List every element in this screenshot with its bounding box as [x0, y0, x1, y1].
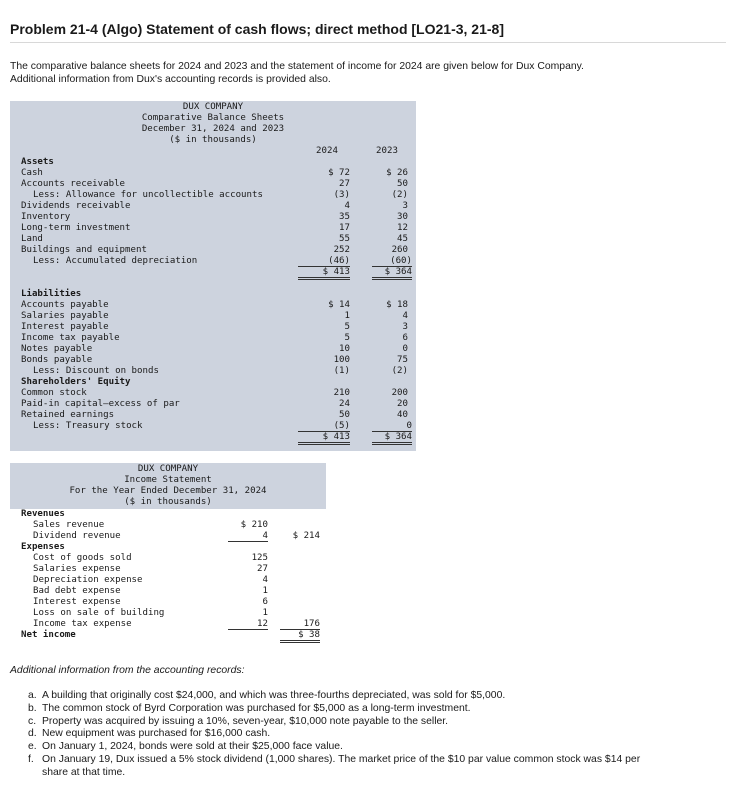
item-text: The common stock of Byrd Corporation was purchased for $5,000 as a long-term investment.	[42, 702, 471, 714]
balance-sheet-row	[10, 267, 416, 278]
value-2023: 0	[402, 344, 408, 354]
page-title: Problem 21-4 (Algo) Statement of cash flows; direct method [LO21-3, 21-8]	[10, 21, 504, 37]
value-2024: $ 72	[328, 168, 350, 178]
value-2024: 4	[344, 201, 350, 211]
income-statement-row-label: Bad debt expense	[33, 586, 121, 596]
balance-sheet-row	[10, 179, 416, 190]
balance-sheet-row-label: Land	[21, 234, 43, 244]
additional-info-item	[28, 728, 270, 739]
income-statement-row-label: Income tax expense	[33, 619, 132, 629]
value-2023: 45	[397, 234, 408, 244]
amount-column-b: 176	[280, 619, 320, 630]
balance-sheet-row	[10, 421, 416, 432]
value-2023: 3	[402, 201, 408, 211]
amount-column-a: $ 210	[240, 520, 268, 530]
item-text: A building that originally cost $24,000, and which was three-fourths depreciated, was sold for $5,000.	[42, 690, 506, 701]
balance-sheet-row-label: Dividends receivable	[21, 201, 131, 211]
amount-column-a: 125	[251, 553, 268, 563]
value-2024: 5	[344, 333, 350, 343]
balance-sheet-row	[10, 234, 416, 245]
value-2023: $ 18	[386, 300, 408, 310]
value-2024: (1)	[333, 366, 350, 376]
balance-sheet-header-line: Comparative Balance Sheets	[141, 113, 285, 123]
value-2023: (60)	[372, 256, 412, 267]
title-divider	[10, 42, 726, 43]
balance-sheet-row	[10, 366, 416, 377]
value-2023: $ 364	[372, 267, 412, 280]
balance-sheet-row-label: Accounts receivable	[21, 179, 126, 189]
value-2024: 252	[333, 245, 350, 255]
balance-sheet-row-label: Income tax payable	[21, 333, 120, 343]
value-2024: 100	[333, 355, 350, 365]
balance-sheet-row-label: Long-term investment	[21, 223, 131, 233]
income-statement-row-label: Interest expense	[33, 597, 121, 607]
balance-sheet-row-label: Liabilities	[21, 289, 82, 299]
balance-sheet-row-label: Retained earnings	[21, 410, 115, 420]
income-statement	[10, 463, 326, 649]
amount-column-a: 4	[262, 575, 268, 585]
value-2024: $ 413	[298, 432, 350, 445]
balance-sheet-row	[10, 311, 416, 322]
balance-sheet-header-line: DUX COMPANY	[182, 102, 244, 112]
balance-sheet-row	[10, 157, 416, 168]
value-2023: $ 26	[386, 168, 408, 178]
balance-sheet-row	[10, 245, 416, 256]
value-2024: 1	[344, 311, 350, 321]
value-2024: $ 14	[328, 300, 350, 310]
item-key: c.	[28, 715, 37, 727]
balance-sheet-header-line: ($ in thousands)	[169, 135, 257, 145]
value-2023: 12	[397, 223, 408, 233]
balance-sheet-row-label: Cash	[21, 168, 43, 178]
item-text: New equipment was purchased for $16,000 cash.	[42, 728, 271, 740]
balance-sheet-row	[10, 223, 416, 234]
balance-sheet-row-label: Bonds payable	[21, 355, 93, 365]
value-2024: 35	[339, 212, 350, 222]
income-statement-row	[10, 520, 326, 531]
amount-column-a: 4	[228, 531, 268, 542]
income-statement-row-label: Dividend revenue	[33, 531, 121, 541]
amount-column-a: 6	[262, 597, 268, 607]
value-2024: 24	[339, 399, 350, 409]
item-key: f.	[28, 754, 34, 765]
balance-sheet-row-label: Assets	[21, 157, 54, 167]
income-statement-row	[10, 630, 326, 641]
value-2024: (46)	[298, 256, 350, 267]
value-2023: 260	[391, 245, 408, 255]
additional-info-item	[28, 741, 343, 752]
income-statement-row-label: Sales revenue	[33, 520, 105, 530]
value-2024: 27	[339, 179, 350, 189]
balance-sheet-row	[10, 190, 416, 201]
balance-sheet-row-label: Paid-in capital—excess of par	[21, 399, 180, 409]
value-2024: 17	[339, 223, 350, 233]
amount-column-a: 1	[262, 608, 268, 618]
balance-sheet-row	[10, 432, 416, 443]
balance-sheet-row	[10, 322, 416, 333]
balance-sheet-row	[10, 377, 416, 388]
balance-sheet-row-label: Inventory	[21, 212, 71, 222]
value-2023: 40	[397, 410, 408, 420]
balance-sheet-row	[10, 344, 416, 355]
amount-column-a: 12	[228, 619, 268, 630]
value-2024: (3)	[333, 190, 350, 200]
item-key: e.	[28, 741, 37, 753]
income-statement-header-line: For the Year Ended December 31, 2024	[69, 486, 267, 496]
value-2023: 75	[397, 355, 408, 365]
balance-sheet	[10, 101, 416, 451]
balance-sheet-row-label: Interest payable	[21, 322, 109, 332]
income-statement-row-label: Expenses	[21, 542, 65, 552]
balance-sheet-row	[10, 168, 416, 179]
income-statement-row	[10, 619, 326, 630]
value-2024: (5)	[298, 421, 350, 432]
value-2024: 210	[333, 388, 350, 398]
income-statement-row-label: Net income	[21, 630, 76, 640]
balance-sheet-row	[10, 333, 416, 344]
income-statement-header-line: Income Statement	[124, 475, 212, 485]
item-text: On January 1, 2024, bonds were sold at their $25,000 face value.	[42, 741, 343, 753]
income-statement-row	[10, 597, 326, 608]
balance-sheet-row	[10, 300, 416, 311]
item-key: d.	[28, 728, 37, 740]
item-text: Property was acquired by issuing a 10%, seven-year, $10,000 note payable to the seller.	[42, 715, 449, 727]
balance-sheet-row-label: Common stock	[21, 388, 87, 398]
value-2023: 30	[397, 212, 408, 222]
balance-sheet-row-label: Less: Accumulated depreciation	[33, 256, 198, 266]
intro-line-1: The comparative balance sheets for 2024 and 2023 and the statement of income for 2024 are given below for Dux Company.	[10, 61, 584, 72]
value-2023: 20	[397, 399, 408, 409]
income-statement-row	[10, 608, 326, 619]
item-key: a.	[28, 690, 37, 701]
value-2024: 5	[344, 322, 350, 332]
additional-info-title: Additional information from the accounting records:	[10, 665, 245, 676]
item-text-cont: share at that time.	[42, 766, 126, 778]
col-2024-heading: 2024	[316, 146, 338, 156]
balance-sheet-row	[10, 399, 416, 410]
value-2023: 200	[391, 388, 408, 398]
value-2023: 0	[372, 421, 412, 432]
value-2023: 4	[402, 311, 408, 321]
balance-sheet-row-label: Notes payable	[21, 344, 93, 354]
income-statement-row-label: Revenues	[21, 509, 65, 519]
item-key: b.	[28, 702, 37, 714]
income-statement-row-label: Loss on sale of building	[33, 608, 165, 618]
intro-line-2: Additional information from Dux's accounting records is provided also.	[10, 74, 331, 85]
income-statement-row	[10, 553, 326, 564]
income-statement-row	[10, 564, 326, 575]
amount-column-b: $ 38	[280, 630, 320, 643]
value-2024: 50	[339, 410, 350, 420]
additional-info-item-continuation	[28, 767, 125, 778]
balance-sheet-row-label: Accounts payable	[21, 300, 109, 310]
value-2023: 3	[402, 322, 408, 332]
balance-sheet-row	[10, 278, 416, 289]
value-2023: $ 364	[372, 432, 412, 445]
income-statement-header-line: ($ in thousands)	[124, 497, 212, 507]
amount-column-a: 27	[257, 564, 268, 574]
balance-sheet-row	[10, 212, 416, 223]
balance-sheet-row	[10, 201, 416, 212]
additional-info-item	[28, 703, 471, 714]
balance-sheet-row	[10, 289, 416, 300]
balance-sheet-row	[10, 388, 416, 399]
value-2023: (2)	[391, 190, 408, 200]
amount-column-b: $ 214	[292, 531, 320, 541]
balance-sheet-row-label: Less: Treasury stock	[33, 421, 143, 431]
income-statement-row-label: Cost of goods sold	[33, 553, 132, 563]
balance-sheet-row	[10, 355, 416, 366]
value-2023: 50	[397, 179, 408, 189]
value-2024: 55	[339, 234, 350, 244]
balance-sheet-row-label: Buildings and equipment	[21, 245, 147, 255]
value-2024: $ 413	[298, 267, 350, 280]
income-statement-row	[10, 531, 326, 542]
income-statement-row-label: Salaries expense	[33, 564, 121, 574]
balance-sheet-row	[10, 410, 416, 421]
additional-info-item	[28, 716, 448, 727]
income-statement-row	[10, 509, 326, 520]
income-statement-header-line: DUX COMPANY	[137, 464, 199, 474]
col-2023-heading: 2023	[376, 146, 398, 156]
balance-sheet-row-label: Less: Discount on bonds	[33, 366, 159, 376]
income-statement-row	[10, 542, 326, 553]
income-statement-row	[10, 575, 326, 586]
balance-sheet-row-label: Less: Allowance for uncollectible accounts	[33, 190, 263, 200]
income-statement-row-label: Depreciation expense	[33, 575, 143, 585]
additional-info-item	[28, 754, 640, 765]
balance-sheet-header-line: December 31, 2024 and 2023	[141, 124, 285, 134]
value-2024: 10	[339, 344, 350, 354]
balance-sheet-row	[10, 256, 416, 267]
amount-column-a: 1	[262, 586, 268, 596]
income-statement-row	[10, 586, 326, 597]
balance-sheet-row-label: Salaries payable	[21, 311, 109, 321]
balance-sheet-row-label: Shareholders' Equity	[21, 377, 131, 387]
item-text: On January 19, Dux issued a 5% stock dividend (1,000 shares). The market price of the $10 par value common stock was $14 per	[42, 754, 641, 765]
value-2023: (2)	[391, 366, 408, 376]
value-2023: 6	[402, 333, 408, 343]
additional-info-item	[28, 690, 505, 701]
